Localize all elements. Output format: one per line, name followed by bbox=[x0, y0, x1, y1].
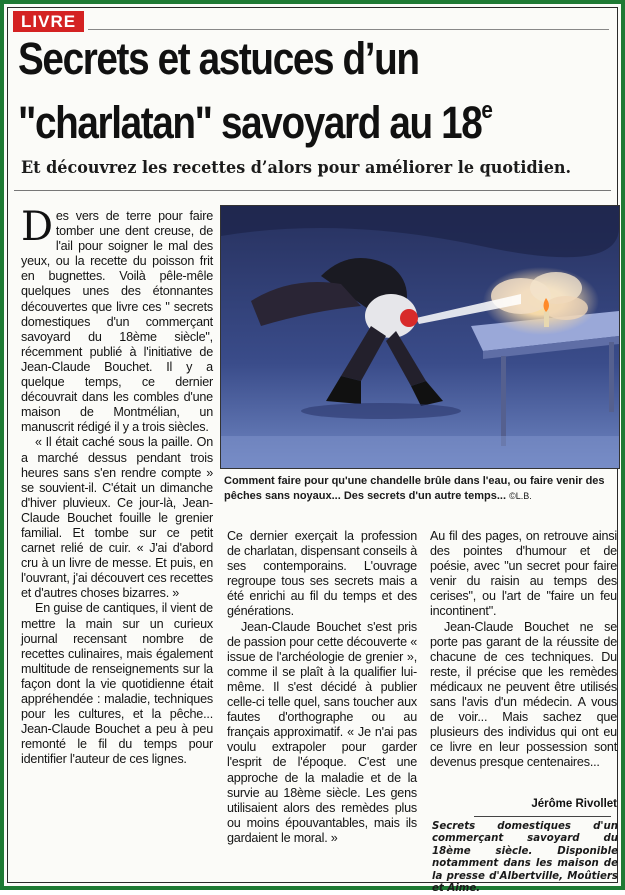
paragraph: En guise de cantiques, il vient de mettre la main sur un curieux journal recensant nombre de recettes culinaires, mais également multitude de renseignements sur la façon dont la vie quotidienne était appréhendée : maladie, techniques pour les cultures, et la pêche... Jean-Claude Bouchet a peu à peu remonté le fil du temps pour identifier l'auteur de ces lignes. bbox=[21, 601, 213, 767]
headline-sup: e bbox=[481, 97, 493, 124]
label-rule bbox=[88, 29, 609, 30]
photo-credit: ©L.B. bbox=[509, 491, 532, 501]
subhead-rule bbox=[14, 190, 611, 191]
headline bbox=[18, 33, 534, 149]
paragraph: Des vers de terre pour faire tomber une dent creuse, de l'ail pour soigner le mal des yeux, ou la recette du poisson frit en bugnettes. Voilà pêle-mêle quelques unes des étonnantes découvertes que livre ces " secrets domestiques d'un commerçant savoyard du 18ème siècle", récemment publié à l'initiative de Jean-Claude Bouchet. Il y a quelque temps, ce dernier découvrait dans les combles d'une maison de Montmélian, un manuscrit rédigé il y a trois siècles. bbox=[21, 204, 213, 435]
author-byline: Jérôme Rivollet bbox=[531, 798, 617, 810]
subhead: Et découvrez les recettes d’alors pour améliorer le quotidien. bbox=[21, 158, 572, 178]
headline-line-2: "charlatan" savoyard au 18 bbox=[18, 97, 482, 148]
paragraph: Ce dernier exerçait la profession de charlatan, dispensant conseils à ses contemporains. L'ouvrage regroupe tous ses secrets mais a été enrichi au fil du temps et des générations. bbox=[227, 529, 417, 619]
book-note: Secrets domestiques d'un commerçant savoyard du 18ème siècle. Disponible notamment dans les maison de la presse d'Albertville, Moûtiers et Aime. bbox=[432, 821, 618, 895]
paragraph: « Il était caché sous la paille. On a marché dessus pendant trois heures sans s'en rendre compte » se souvient-il. C'était un dimanche d'hiver pluvieux. Ce jour-là, Jean-Claude Bouchet fouille le grenier familial. Et tombe sur ce petit carnet relié de cuir. « J'ai d'abord cru à un livre de messe. Et puis, en l'ouvrant, j'ai découvert ces recettes et d'autres choses bizarres. » bbox=[21, 435, 213, 601]
paragraph: Au fil des pages, on retrouve ainsi des pointes d'humour et de poésie, avec "un secret pour faire venir du raisin au temps des cerises", ou l'art de "faire un feu incontinent". bbox=[430, 529, 617, 619]
author-rule bbox=[474, 816, 611, 817]
charlatan-illustration-icon bbox=[220, 205, 620, 469]
article-column-3 bbox=[430, 529, 617, 771]
drop-cap: D bbox=[21, 204, 53, 250]
article-column-1 bbox=[21, 204, 213, 767]
section-label: LIVRE bbox=[13, 11, 84, 32]
paragraph: Jean-Claude Bouchet ne se porte pas garant de la réussite de chacune de ces techniques. Du reste, il précise que les remèdes médicaux ne peuvent être utilisés sans l'avis d'un médecin. A vous de voir... Mais sachez que plusieurs des individus qui ont eu ce livre en leur possession sont devenus presque centenaires... bbox=[430, 619, 617, 770]
article-column-2 bbox=[227, 529, 417, 846]
paragraph: Jean-Claude Bouchet s'est pris de passion pour cette découverte « issue de l'archéologie de grenier », comme il se plaît à la qualifier lui-même. Il s'est décidé à publier celle-ci telle quel, sans toucher aux fautes d'orthographe ou au français approximatif. « Je n'ai pas voulu extrapoler pour garder l'esprit de l'époque. C'est une approche de la maladie et de la survie au 18ème siècle. Les gens utilisaient alors des remèdes plus ou moins épouvantables, mais ils gardaient le moral. » bbox=[227, 619, 417, 845]
headline-line-1: Secrets et astuces d’un bbox=[18, 33, 419, 84]
photo-caption: Comment faire pour qu'une chandelle brûle dans l'eau, ou faire venir des pêches sans noyaux... Des secrets d'un autre temps... ©L.B. bbox=[224, 475, 605, 502]
